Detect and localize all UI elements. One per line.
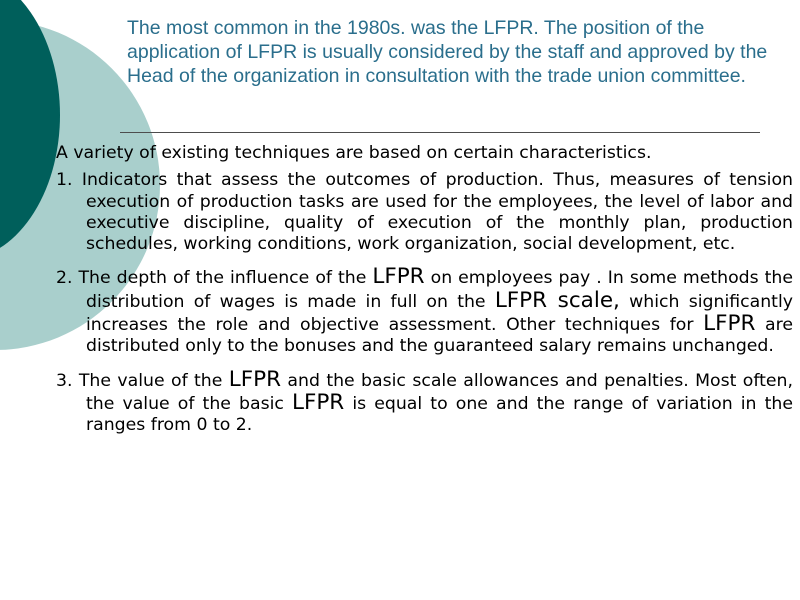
item3-lfpr-1: LFPR [228, 366, 282, 392]
item2-text-4: are distributed only to the bonuses and the guaranteed salary remains unchanged. [86, 315, 793, 357]
slide-title: The most common in the 1980s. was the LFPR. The position of the application of LFPR is usually considered by the staff and approved by the Head of the organization in consultation with the trade union committee. [127, 17, 768, 87]
item2-text-3: which significantly increases the role and objective assessment. Other techniques for [86, 291, 793, 336]
item2-lfpr-1: LFPR [372, 264, 425, 290]
list-item-1: 1. Indicators that assess the outcomes of production. Thus, measures of tension execution of production tasks are used for the employees, the level of labor and executive discipline, quality of execution of the monthly plan, production schedules, working conditions, work organization, social development, etc. [56, 170, 793, 255]
item2-lfpr-3: LFPR [703, 311, 756, 337]
item2-text-2: on employees pay . In some methods the distribution of wages is made in full on the [86, 268, 793, 312]
item3-text-2: and the basic scale allowances and penalties. Most often, the value of the basic [86, 370, 793, 414]
item3-lfpr-2: LFPR [291, 389, 345, 415]
item2-text-1: 2. The depth of the influence of the [56, 268, 373, 289]
slide-body [56, 143, 793, 437]
list-item-3 [56, 366, 793, 437]
item3-text-3: is equal to one and the range of variation in the ranges from 0 to 2. [86, 393, 793, 436]
list-item-2 [56, 266, 793, 357]
title-divider [120, 132, 760, 133]
item2-lfpr-2: LFPR scale, [494, 287, 620, 313]
item3-text-1: 3. The value of the [56, 370, 229, 391]
intro-paragraph: A variety of existing techniques are based on certain characteristics. [56, 143, 652, 163]
